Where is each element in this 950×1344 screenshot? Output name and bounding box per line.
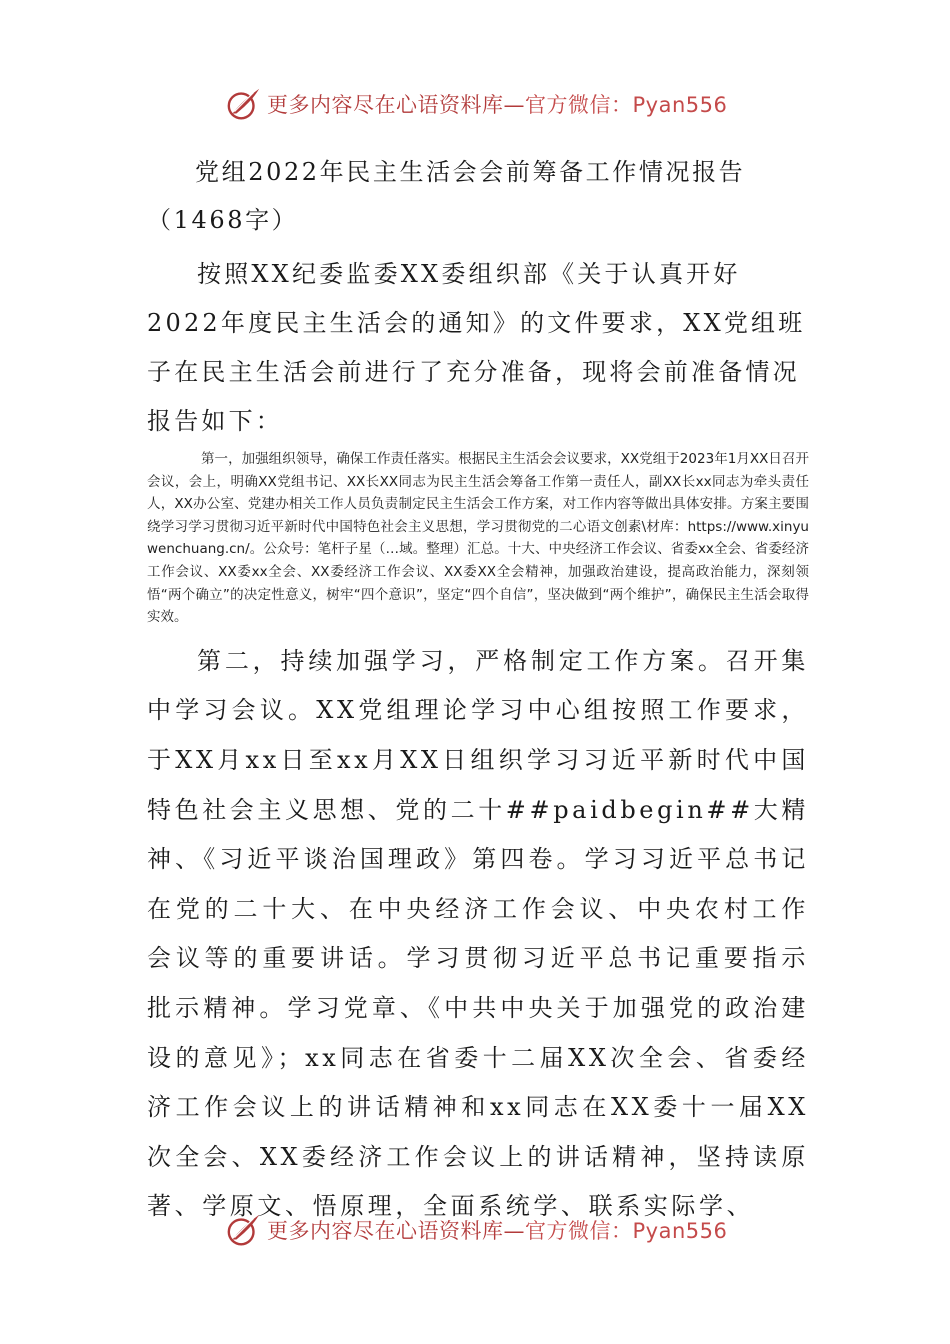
watermark-text: 更多内容尽在心语资料库—官方微信：Pyan556 (267, 93, 728, 117)
section-two-paragraph: 第二，持续加强学习，严格制定工作方案。召开集中学习会议。XX党组理论学习中心组按照工作要求，于XX月xx日至xx月XX日组织学习习近平新时代中国特色社会主义思想、党的二十##paidbegin##大精神、《习近平谈治国理政》第四卷。学习习近平总书记在党的二十大、在中央经济工作会议、中央农村工作会议等的重要讲话。学习贯彻习近平总书记重要指示批示精神。学习党章、《中共中央关于加强党的政治建设的意见》；xx同志在省委十二届XX次全会、省委经济工作会议上的讲话精神和xx同志在XX委十一届XX次全会、XX委经济工作会议上的讲话精神，坚持读原著、学原文、悟原理，全面系统学、联系实际学、 (147, 646, 810, 1221)
document-body (147, 148, 809, 1232)
watermark-text: 更多内容尽在心语资料库—官方微信：Pyan556 (267, 1219, 728, 1243)
intro-paragraph: 按照XX纪委监委XX委组织部《关于认真开好2022年度民主生活会的通知》的文件要求，XX党组班子在民主生活会前进行了充分准备，现将会前准备情况报告如下： (147, 260, 806, 435)
page-title: 党组2022年民主生活会会前筹备工作情况报告（1468字） (147, 158, 746, 234)
quill-logo-icon (225, 1211, 263, 1249)
section-one-paragraph: 第一，加强组织领导，确保工作责任落实。根据民主生活会会议要求，XX党组于2023年1月XX日召开会议，会上，明确XX党组书记、XX长XX同志为民主生活会筹备工作第一责任人，副XX长xx同志为牵头责任人，XX办公室、党建办相关工作人员负责制定民主生活会工作方案，对工作内容等做出具体安排。方案主要围绕学习学习贯彻习近平新时代中国特色社会主义思想，学习贯彻党的二心语文创素\材库：https://www.xinyuwenchuang.cn/。公众号：笔杆子星（…域。整理）汇总。十大、中央经济工作会议、省委xx全会、省委经济工作会议、XX委xx全会、XX委经济工作会议、XX委XX全会精神，加强政治建设，提高政治能力，深刻领悟“两个确立”的决定性意义，树牢“四个意识”，坚定“四个自信”，坚决做到“两个维护”，确保民主生活会取得实效。 (147, 451, 809, 626)
footer-watermark (225, 1210, 727, 1250)
header-watermark (225, 84, 727, 124)
quill-logo-icon (225, 85, 263, 123)
